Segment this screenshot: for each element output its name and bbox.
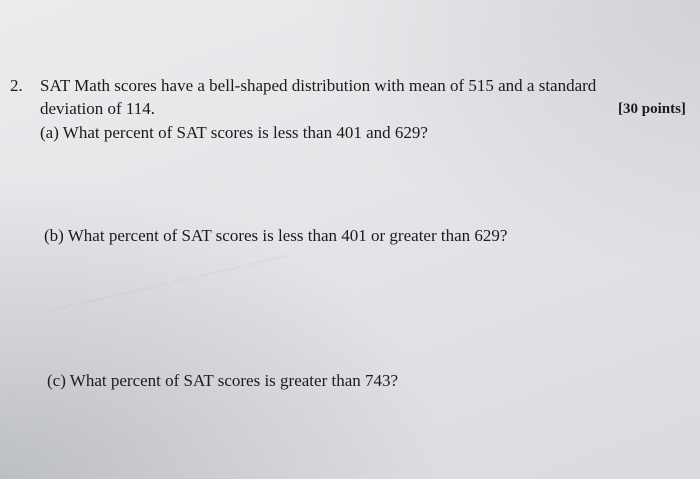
bleed-through-text: ~~~ ~~~~ ~~~~~~ ~~~ ~~~~~ ~~~~~ xyxy=(48,247,292,320)
part-a-question: (a) What percent of SAT scores is less than 401 and 629? xyxy=(40,123,428,142)
question-intro-line1: SAT Math scores have a bell-shaped distribution with mean of 515 and a standard xyxy=(40,76,597,95)
question-intro-line2: deviation of 114. xyxy=(40,99,156,118)
part-c-question: (c) What percent of SAT scores is greater than 743? xyxy=(47,371,399,390)
question-number: 2. xyxy=(10,76,23,95)
part-b-question: (b) What percent of SAT scores is less than 401 or greater than 629? xyxy=(44,226,508,245)
points-label: [30 points] xyxy=(618,101,686,117)
